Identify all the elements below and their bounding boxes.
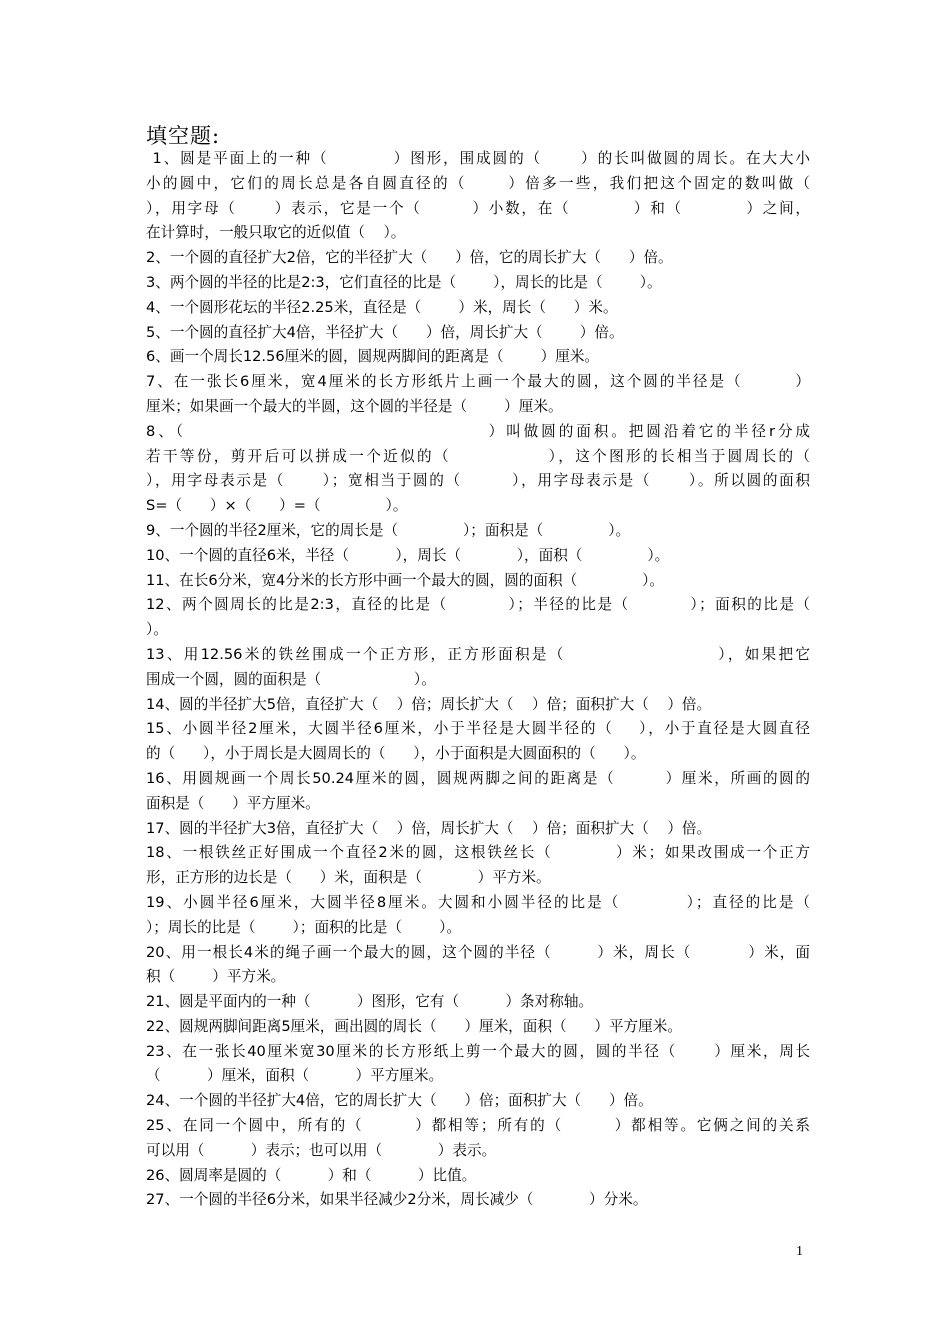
question-line: 6、画一个周长12.56厘米的圆，圆规两脚间的距离是（ ）厘米。 xyxy=(146,348,600,366)
question-line: 3、两个圆的半径的比是2:3，它们直径的比是（ ），周长的比是（ ）。 xyxy=(146,273,662,291)
question-line: 26、圆周率是圆的（ ）和（ ）比值。 xyxy=(146,1166,477,1184)
question-line: 5、一个圆的直径扩大4倍，半径扩大（ ）倍，周长扩大（ ）倍。 xyxy=(146,323,624,341)
question-line: 9、一个圆的半径2厘米，它的周长是（ ）；面积是（ ）。 xyxy=(146,521,631,539)
question-line: 15、小圆半径2厘米，大圆半径6厘米，小于半径是大圆半径的（ ），小于直径是大圆直径 xyxy=(146,720,810,738)
question-line: ）；周长的比是（ ）；面积的比是（ ）。 xyxy=(146,918,462,936)
question-line: 厘米；如果画一个最大的半圆，这个圆的半径是（ ）厘米。 xyxy=(146,397,563,415)
question-line: 22、圆规两脚间距离5厘米，画出圆的周长（ ）厘米，面积（ ）平方厘米。 xyxy=(146,1017,682,1035)
question-line: 形，正方形的边长是（ ）米，面积是（ ）平方米。 xyxy=(146,869,551,887)
question-line: 2、一个圆的直径扩大2倍，它的半径扩大（ ）倍，它的周长扩大（ ）倍。 xyxy=(146,249,673,267)
question-line: 27、一个圆的半径6分米，如果半径减少2分米，周长减少（ ）分米。 xyxy=(146,1191,648,1209)
question-line: 11、在长6分米，宽4分米的长方形中画一个最大的圆，圆的面积（ ）。 xyxy=(146,571,665,589)
question-line: 12、两个圆周长的比是2:3，直径的比是（ ）；半径的比是（ ）；面积的比是（ xyxy=(146,596,810,614)
question-line: 14、圆的半径扩大5倍，直径扩大（ ）倍；周长扩大（ ）倍；面积扩大（ ）倍。 xyxy=(146,695,712,713)
question-line: S=（ ）×（ ）=（ ）。 xyxy=(146,497,408,515)
question-line: ）。 xyxy=(146,621,168,639)
question-line: 13、用12.56米的铁丝围成一个正方形，正方形面积是（ ），如果把它 xyxy=(146,645,810,663)
question-line: 积（ ）平方米。 xyxy=(146,968,286,986)
question-line: 1、圆是平面上的一种（ ）图形，围成圆的（ ）的长叫做圆的周长。在大大小 xyxy=(146,150,811,167)
question-line: 的（ ），小于周长是大圆周长的（ ），小于面积是大圆面积的（ ）。 xyxy=(146,745,646,763)
question-line: 21、圆是平面内的一种（ ）图形，它有（ ）条对称轴。 xyxy=(146,993,594,1011)
question-list xyxy=(146,147,810,1213)
page-number: 1 xyxy=(796,1244,803,1259)
question-line: 16、用圆规画一个周长50.24厘米的圆，圆规两脚之间的距离是（ ）厘米，所画的圆的 xyxy=(146,769,810,787)
question-line: 23、在一张长40厘米宽30厘米的长方形纸上剪一个最大的圆，圆的半径（ ）厘米，周长 xyxy=(146,1042,810,1060)
question-line: 若干等份，剪开后可以拼成一个近似的（ ），这个图形的长相当于圆周长的（ xyxy=(146,447,810,465)
question-line: （ ）厘米，面积（ ）平方厘米。 xyxy=(146,1067,444,1085)
question-line: 在计算时，一般只取它的近似值（ ）。 xyxy=(146,224,406,242)
question-line: 7、在一张长6厘米，宽4厘米的长方形纸片上画一个最大的圆，这个圆的半径是（ ） xyxy=(146,373,810,391)
question-line: ），用字母（ ）表示，它是一个（ ）小数，在（ ）和（ ）之间， xyxy=(146,199,810,217)
question-line: 18、一根铁丝正好围成一个直径2米的圆，这根铁丝长（ ）米；如果改围成一个正方 xyxy=(146,844,810,862)
section-title: 填空题: xyxy=(146,124,221,148)
question-line: 17、圆的半径扩大3倍，直径扩大（ ）倍，周长扩大（ ）倍；面积扩大（ ）倍。 xyxy=(146,819,712,837)
question-line: 19、小圆半径6厘米，大圆半径8厘米。大圆和小圆半径的比是（ ）；直径的比是（ xyxy=(146,893,810,911)
question-line: 可以用（ ）表示；也可以用（ ）表示。 xyxy=(146,1141,497,1159)
question-line: 4、一个圆形花坛的半径2.25米，直径是（ ）米，周长（ ）米。 xyxy=(146,298,618,316)
question-line: 8、（ ）叫做圆的面积。把圆沿着它的半径r分成 xyxy=(146,422,810,440)
question-line: 24、一个圆的半径扩大4倍，它的周长扩大（ ）倍；面积扩大（ ）倍。 xyxy=(146,1092,653,1110)
question-line: 10、一个圆的直径6米，半径（ ），周长（ ），面积（ ）。 xyxy=(146,546,670,564)
question-line: 25、在同一个圆中，所有的（ ）都相等；所有的（ ）都相等。它俩之间的关系 xyxy=(146,1117,810,1135)
question-line: 围成一个圆，圆的面积是（ ）。 xyxy=(146,670,436,688)
question-line: 20、用一根长4米的绳子画一个最大的圆，这个圆的半径（ ）米，周长（ ）米，面 xyxy=(146,943,810,961)
question-line: 小的圆中，它们的周长总是各自圆直径的（ ）倍多一些，我们把这个固定的数叫做（ xyxy=(146,174,810,192)
question-line: ），用字母表示是（ ）；宽相当于圆的（ ），用字母表示是（ ）。所以圆的面积 xyxy=(146,472,810,490)
question-line: 面积是（ ）平方厘米。 xyxy=(146,794,320,812)
